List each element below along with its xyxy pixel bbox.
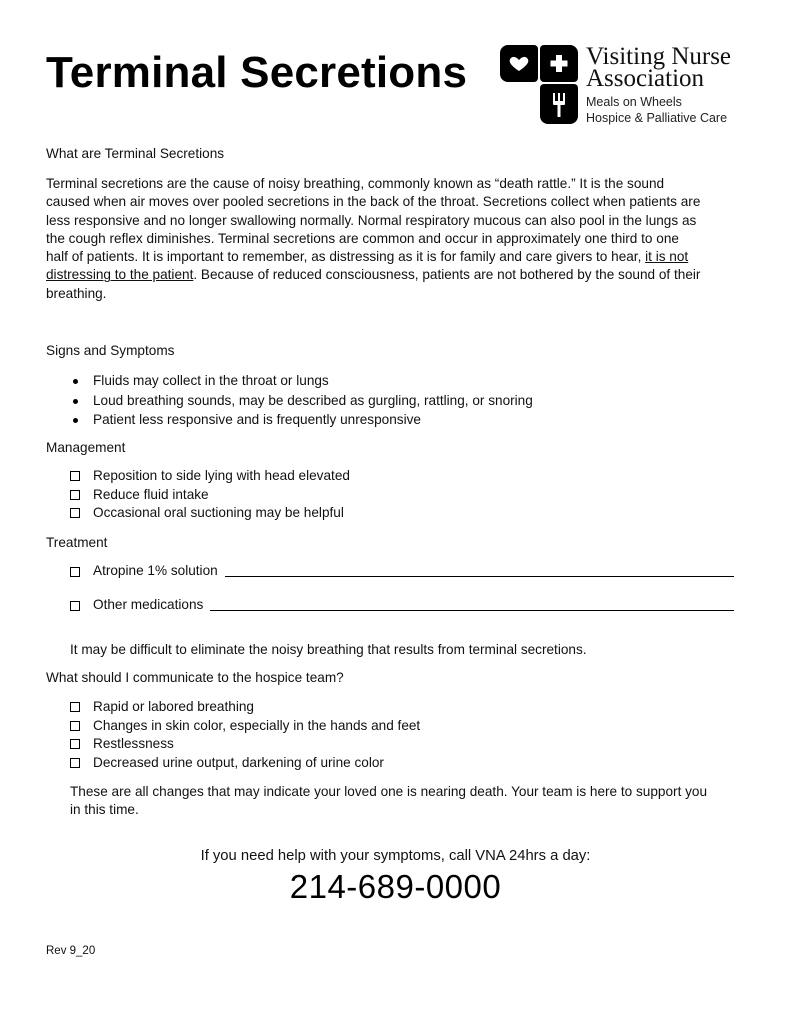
logo-block-plus [540,45,578,82]
checklist-item [62,467,350,486]
checklist-item [62,504,350,523]
checkbox[interactable] [70,758,80,768]
checklist-item [62,754,420,773]
logo-org-name-line2: Association [586,65,705,92]
checklist-label: Decreased urine output, darkening of urine color [93,754,384,770]
logo-block-fork [540,84,578,124]
intro-line: Terminal secretions are the cause of noisy breathing, commonly known as “death rattle.” It is the sound [46,176,665,191]
intro-paragraph [46,175,746,303]
checkbox[interactable] [70,567,80,577]
intro-text: . Because of reduced consciousness, patients are not bothered by the sound of their [193,267,701,283]
checklist-item [62,735,420,754]
logo-block-heart [500,45,538,82]
management-heading: Management [46,440,126,455]
intro-line: caused when air moves over pooled secretions in the back of the throat. Secretions collect when patients are [46,194,701,210]
treatment-label: Atropine 1% solution [93,563,218,578]
checkbox[interactable] [70,490,80,500]
checklist-label: Rapid or labored breathing [93,699,254,714]
fill-in-line[interactable] [225,576,734,577]
plus-icon [540,45,578,82]
logo-program-1: Meals on Wheels [586,95,682,109]
logo-org-name-line1: Visiting Nurse [586,43,732,70]
checklist-item [62,486,350,505]
closing-paragraph [70,783,750,820]
checklist-label: Reduce fluid intake [93,486,209,502]
signs-heading: Signs and Symptoms [46,343,175,358]
fork-icon [540,84,578,124]
fill-in-line[interactable] [210,610,734,611]
checkbox[interactable] [70,702,80,712]
vna-logo [500,45,760,127]
treatment-item-atropine [62,563,734,583]
checklist-label: Restlessness [93,736,174,751]
checklist-item [62,717,420,736]
intro-line [46,248,746,266]
intro-line: less responsive and no longer swallowing normally. Normal respiratory mucous can also pool in the lungs as [46,212,697,228]
checkbox[interactable] [70,721,80,731]
intro-heading: What are Terminal Secretions [46,146,225,161]
closing-line: in this time. [70,802,139,818]
list-item: Loud breathing sounds, may be described as gurgling, rattling, or snoring [62,391,533,411]
communicate-heading: What should I communicate to the hospice team? [46,670,344,685]
treatment-note: It may be difficult to eliminate the noisy breathing that results from terminal secretions. [70,642,587,657]
checklist-label: Reposition to side lying with head elevated [93,468,350,483]
page-title: Terminal Secretions [46,48,468,97]
intro-line: the cough reflex diminishes. Terminal secretions are common and occur in approximately one third to one [46,230,679,246]
communicate-list [62,698,420,772]
checkbox[interactable] [70,601,80,611]
checklist-label: Changes in skin color, especially in the hands and feet [93,717,421,733]
treatment-heading: Treatment [46,535,108,550]
closing-line: These are all changes that may indicate your loved one is nearing death. Your team is here to support you [70,784,708,799]
intro-text: half of patients. It is important to remember, as distressing as it is for family and care givers to hear, [46,249,646,265]
revision-label: Rev 9_20 [46,945,96,957]
treatment-item-other [62,597,734,617]
checkbox[interactable] [70,471,80,481]
intro-line [46,266,746,284]
management-list [62,467,350,523]
treatment-label: Other medications [93,597,204,612]
phone-number[interactable]: 214-689-0000 [289,868,502,905]
checkbox[interactable] [70,739,80,749]
list-item: Fluids may collect in the throat or lungs [62,371,533,391]
heart-icon [500,45,538,82]
help-text: If you need help with your symptoms, call VNA 24hrs a day: [200,848,591,864]
checklist-item [62,698,420,717]
intro-emphasis: it is not [645,249,689,265]
intro-emphasis: distressing to the patient [46,267,194,283]
intro-line: breathing. [46,285,107,301]
logo-program-2: Hospice & Palliative Care [586,111,728,125]
checklist-label: Occasional oral suctioning may be helpful [93,505,344,520]
signs-list [62,371,533,430]
list-item: Patient less responsive and is frequently unresponsive [62,410,533,430]
checkbox[interactable] [70,508,80,518]
